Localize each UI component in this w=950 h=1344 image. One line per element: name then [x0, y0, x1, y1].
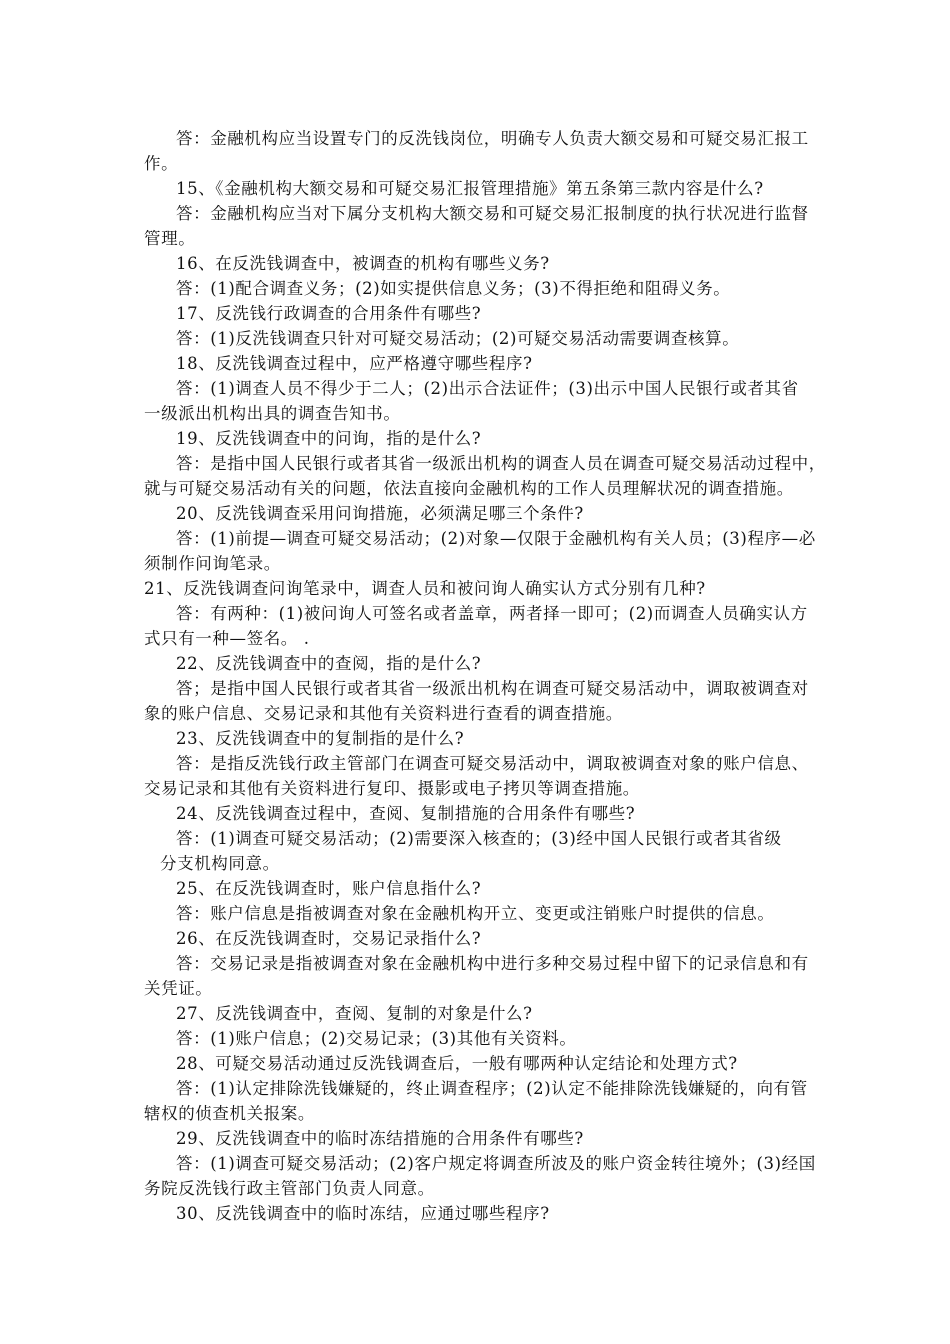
text-line: 须制作问询笔录。: [144, 554, 281, 573]
text-line: 务院反洗钱行政主管部门负责人同意。: [144, 1179, 435, 1198]
text-line: 管理。: [144, 229, 196, 248]
question-line: 21、反洗钱调查问询笔录中，调查人员和被问询人确实认方式分别有几种?: [144, 579, 706, 598]
text-line: 答：(1)调查人员不得少于二人；(2)出示合法证件；(3)出示中国人民银行或者其省: [176, 379, 799, 398]
text-line: 交易记录和其他有关资料进行复印、摄影或电子拷贝等调查措施。: [144, 779, 640, 798]
question-line: 18、反洗钱调查过程中，应严格遵守哪些程序?: [176, 354, 533, 373]
text-line: 答：账户信息是指被调查对象在金融机构开立、变更或注销账户时提供的信息。: [176, 904, 775, 923]
text-line: 答：(1)调查可疑交易活动；(2)需要深入核查的；(3)经中国人民银行或者其省级: [176, 829, 782, 848]
text-line: 答：有两种：(1)被问询人可签名或者盖章，两者择一即可；(2)而调查人员确实认方: [176, 604, 808, 623]
text-line: 答：交易记录是指被调查对象在金融机构中进行多种交易过程中留下的记录信息和有: [176, 954, 809, 973]
question-line: 28、可疑交易活动通过反洗钱调查后，一般有哪两种认定结论和处理方式?: [176, 1054, 738, 1073]
text-line: 作。: [144, 154, 179, 173]
text-line: 答：(1)前提—调查可疑交易活动；(2)对象—仅限于金融机构有关人员；(3)程序—必: [176, 529, 816, 548]
text-line: 一级派出机构出具的调查告知书。: [144, 404, 401, 423]
question-line: 16、在反洗钱调查中，被调查的机构有哪些义务?: [176, 254, 550, 273]
question-line: 23、反洗钱调查中的复制指的是什么?: [176, 729, 465, 748]
question-line: 25、在反洗钱调查时，账户信息指什么?: [176, 879, 482, 898]
text-line: 象的账户信息、交易记录和其他有关资料进行查看的调查措施。: [144, 704, 623, 723]
text-line: 分支机构同意。: [160, 854, 280, 873]
text-line: 答；是指中国人民银行或者其省一级派出机构在调查可疑交易活动中，调取被调查对: [176, 679, 809, 698]
question-line: 17、反洗钱行政调查的合用条件有哪些?: [176, 304, 482, 323]
question-line: 27、反洗钱调查中，查阅、复制的对象是什么?: [176, 1004, 533, 1023]
text-line: 辖权的侦查机关报案。: [144, 1104, 315, 1123]
text-line: 答：是指中国人民银行或者其省一级派出机构的调查人员在调查可疑交易活动过程中，: [176, 454, 826, 473]
text-line: 答：金融机构应当对下属分支机构大额交易和可疑交易汇报制度的执行状况进行监督: [176, 204, 809, 223]
question-line: 24、反洗钱调查过程中，查阅、复制措施的合用条件有哪些?: [176, 804, 636, 823]
question-line: 26、在反洗钱调查时，交易记录指什么?: [176, 929, 482, 948]
text-line: 就与可疑交易活动有关的问题，依法直接向金融机构的工作人员理解状况的调查措施。: [144, 479, 794, 498]
question-line: 15、《金融机构大额交易和可疑交易汇报管理措施》第五条第三款内容是什么?: [176, 179, 764, 198]
question-line: 22、反洗钱调查中的查阅，指的是什么?: [176, 654, 482, 673]
text-line: 答：(1)账户信息；(2)交易记录；(3)其他有关资料。: [176, 1029, 577, 1048]
text-line: 关凭证。: [144, 979, 213, 998]
text-line: 答：是指反洗钱行政主管部门在调查可疑交易活动中，调取被调查对象的账户信息、: [176, 754, 809, 773]
question-line: 20、反洗钱调查采用问询措施，必须满足哪三个条件?: [176, 504, 584, 523]
text-line: 式只有一种—签名。 .: [144, 629, 310, 648]
question-line: 30、反洗钱调查中的临时冻结，应通过哪些程序?: [176, 1204, 550, 1223]
text-line: 答：(1)配合调查义务；(2)如实提供信息义务；(3)不得拒绝和阻碍义务。: [176, 279, 731, 298]
text-line: 答：(1)认定排除洗钱嫌疑的，终止调查程序；(2)认定不能排除洗钱嫌疑的，向有管: [176, 1079, 808, 1098]
text-line: 答：金融机构应当设置专门的反洗钱岗位，明确专人负责大额交易和可疑交易汇报工: [176, 129, 809, 148]
question-line: 19、反洗钱调查中的问询，指的是什么?: [176, 429, 482, 448]
text-line: 答：(1)调查可疑交易活动；(2)客户规定将调查所波及的账户资金转往境外；(3)经国: [176, 1154, 816, 1173]
text-line: 答：(1)反洗钱调查只针对可疑交易活动；(2)可疑交易活动需要调查核算。: [176, 329, 740, 348]
question-line: 29、反洗钱调查中的临时冻结措施的合用条件有哪些?: [176, 1129, 584, 1148]
